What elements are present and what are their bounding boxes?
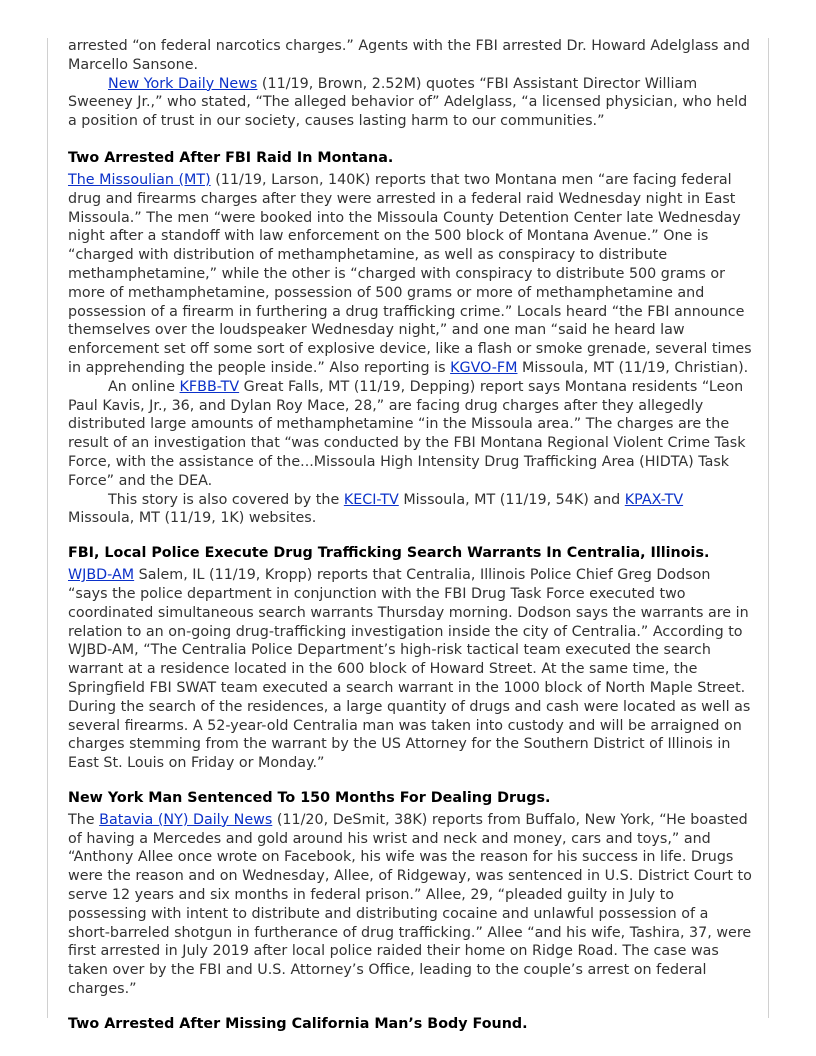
right-margin-rule [768,38,769,1018]
link-kfbb-tv[interactable]: KFBB-TV [179,378,240,395]
new-york-paragraph-1: The Batavia (NY) Daily News (11/20, DeSmit, 38K) reports from Buffalo, New York, “He boasted of having a Mercedes and gold around his wrist and neck and money, cars and toys,” and “Anthony Allee once wrote on Facebook, his wife was the reason for his success in life. Drugs were the reason and on Wednesday, Allee, of Ridgeway, was sentenced in U.S. District Court to serve 12 years and six months in federal prison.” Allee, 29, “pleaded guilty in July to possessing with intent to distribute and distributing cocaine and unlawful possession of a short-barreled shotgun in furtherance of drug trafficking.” Allee “and his wife, Tashira, 37, were first arrested in July 2019 after local police raided their home on Ridge Road. The case was taken over by the FBI and U.S. Attorney’s Office, leading to the couple’s arrest on federal charges.” [68,811,752,998]
heading-california: Two Arrested After Missing California Man’s Body Found. [68,1015,528,1032]
centralia-paragraph-1: WJBD-AM Salem, IL (11/19, Kropp) reports that Centralia, Illinois Police Chief Greg Dodson “says the police department in conjunction with the FBI Drug Task Force executed two coordinated simultaneous search warrants Thursday morning. Dodson says the warrants are in relation to an on-going drug-trafficking investigation inside the city of Centralia.” According to WJBD-AM, “The Centralia Police Department’s high-risk tactical team executed the search warrant at a residence located in the 600 block of Howard Street. At the same time, the Springfield FBI SWAT team executed a search warrant in the 1000 block of North Maple Street. During the search of the residences, a large quantity of drugs and cash were located as well as several firearms. A 52-year-old Centralia man was taken into custody and will be arraigned on charges stemming from the warrant by the US Attorney for the Southern District of Illinois in East St. Louis on Friday or Monday.” [68,567,751,772]
link-kgvo-fm[interactable]: KGVO-FM [450,359,518,376]
heading-centralia: FBI, Local Police Execute Drug Trafficking Search Warrants In Centralia, Illinois. [68,545,710,562]
document-body [68,37,752,1037]
montana-paragraph-1: The Missoulian (MT) (11/19, Larson, 140K) reports that two Montana men “are facing federal drug and firearms charges after they were arrested in a federal raid Wednesday night in East Missoula.” The men “were booked into the Missoula County Detention Center late Wednesday night after a standoff with law enforcement on the 500 block of Montana Avenue.” One is “charged with distribution of methamphetamine, as well as conspiracy to distribute methamphetamine,” while the other is “charged with conspiracy to distribute 500 grams or more of methamphetamine, possession of 500 grams or more of methamphetamine and possession of a firearm in furthering a drug trafficking crime.” Locals heard “the FBI announce themselves over the loudspeaker Wednesday night,” and one man “said he heard law enforcement set off some sort of explosive device, like a flash or smoke grenade, several times in apprehending the people inside.” Also reporting is KGVO-FM Missoula, MT (11/19, Christian). [68,171,752,376]
link-keci-tv[interactable]: KECI-TV [343,491,399,508]
link-kpax-tv[interactable]: KPAX-TV [624,491,684,508]
heading-montana: Two Arrested After FBI Raid In Montana. [68,149,394,166]
link-wjbd-am[interactable]: WJBD-AM [68,567,135,584]
montana-paragraph-3: This story is also covered by the KECI-TV Missoula, MT (11/19, 54K) and KPAX-TV Missoula, MT (11/19, 1K) websites. [68,491,684,527]
link-new-york-daily-news[interactable]: New York Daily News [108,75,258,92]
left-margin-rule [47,38,48,1018]
heading-new-york: New York Man Sentenced To 150 Months For Dealing Drugs. [68,789,551,806]
link-the-missoulian[interactable]: The Missoulian (MT) [68,171,211,188]
link-batavia-daily-news[interactable]: Batavia (NY) Daily News [99,811,273,828]
intro-paragraph-1: arrested “on federal narcotics charges.” Agents with the FBI arrested Dr. Howard Adelglass and Marcello Sansone. [68,38,750,73]
montana-paragraph-2: An online KFBB-TV Great Falls, MT (11/19, Depping) report says Montana residents “Leon Paul Kavis, Jr., 36, and Dylan Roy Mace, 28,” are facing drug charges after they allegedly distributed large amounts of methamphetamine “in the Missoula area.” The charges are the result of an investigation that “was conducted by the FBI Montana Regional Violent Crime Task Force, with the assistance of the...Missoula High Intensity Drug Trafficking Area (HIDTA) Task Force” and the DEA. [68,378,746,489]
intro-paragraph-2: New York Daily News (11/19, Brown, 2.52M) quotes “FBI Assistant Director William Sweeney Jr.,” who stated, “The alleged behavior of” Adelglass, “a licensed physician, who held a position of trust in our society, causes lasting harm to our communities.” [68,75,748,130]
